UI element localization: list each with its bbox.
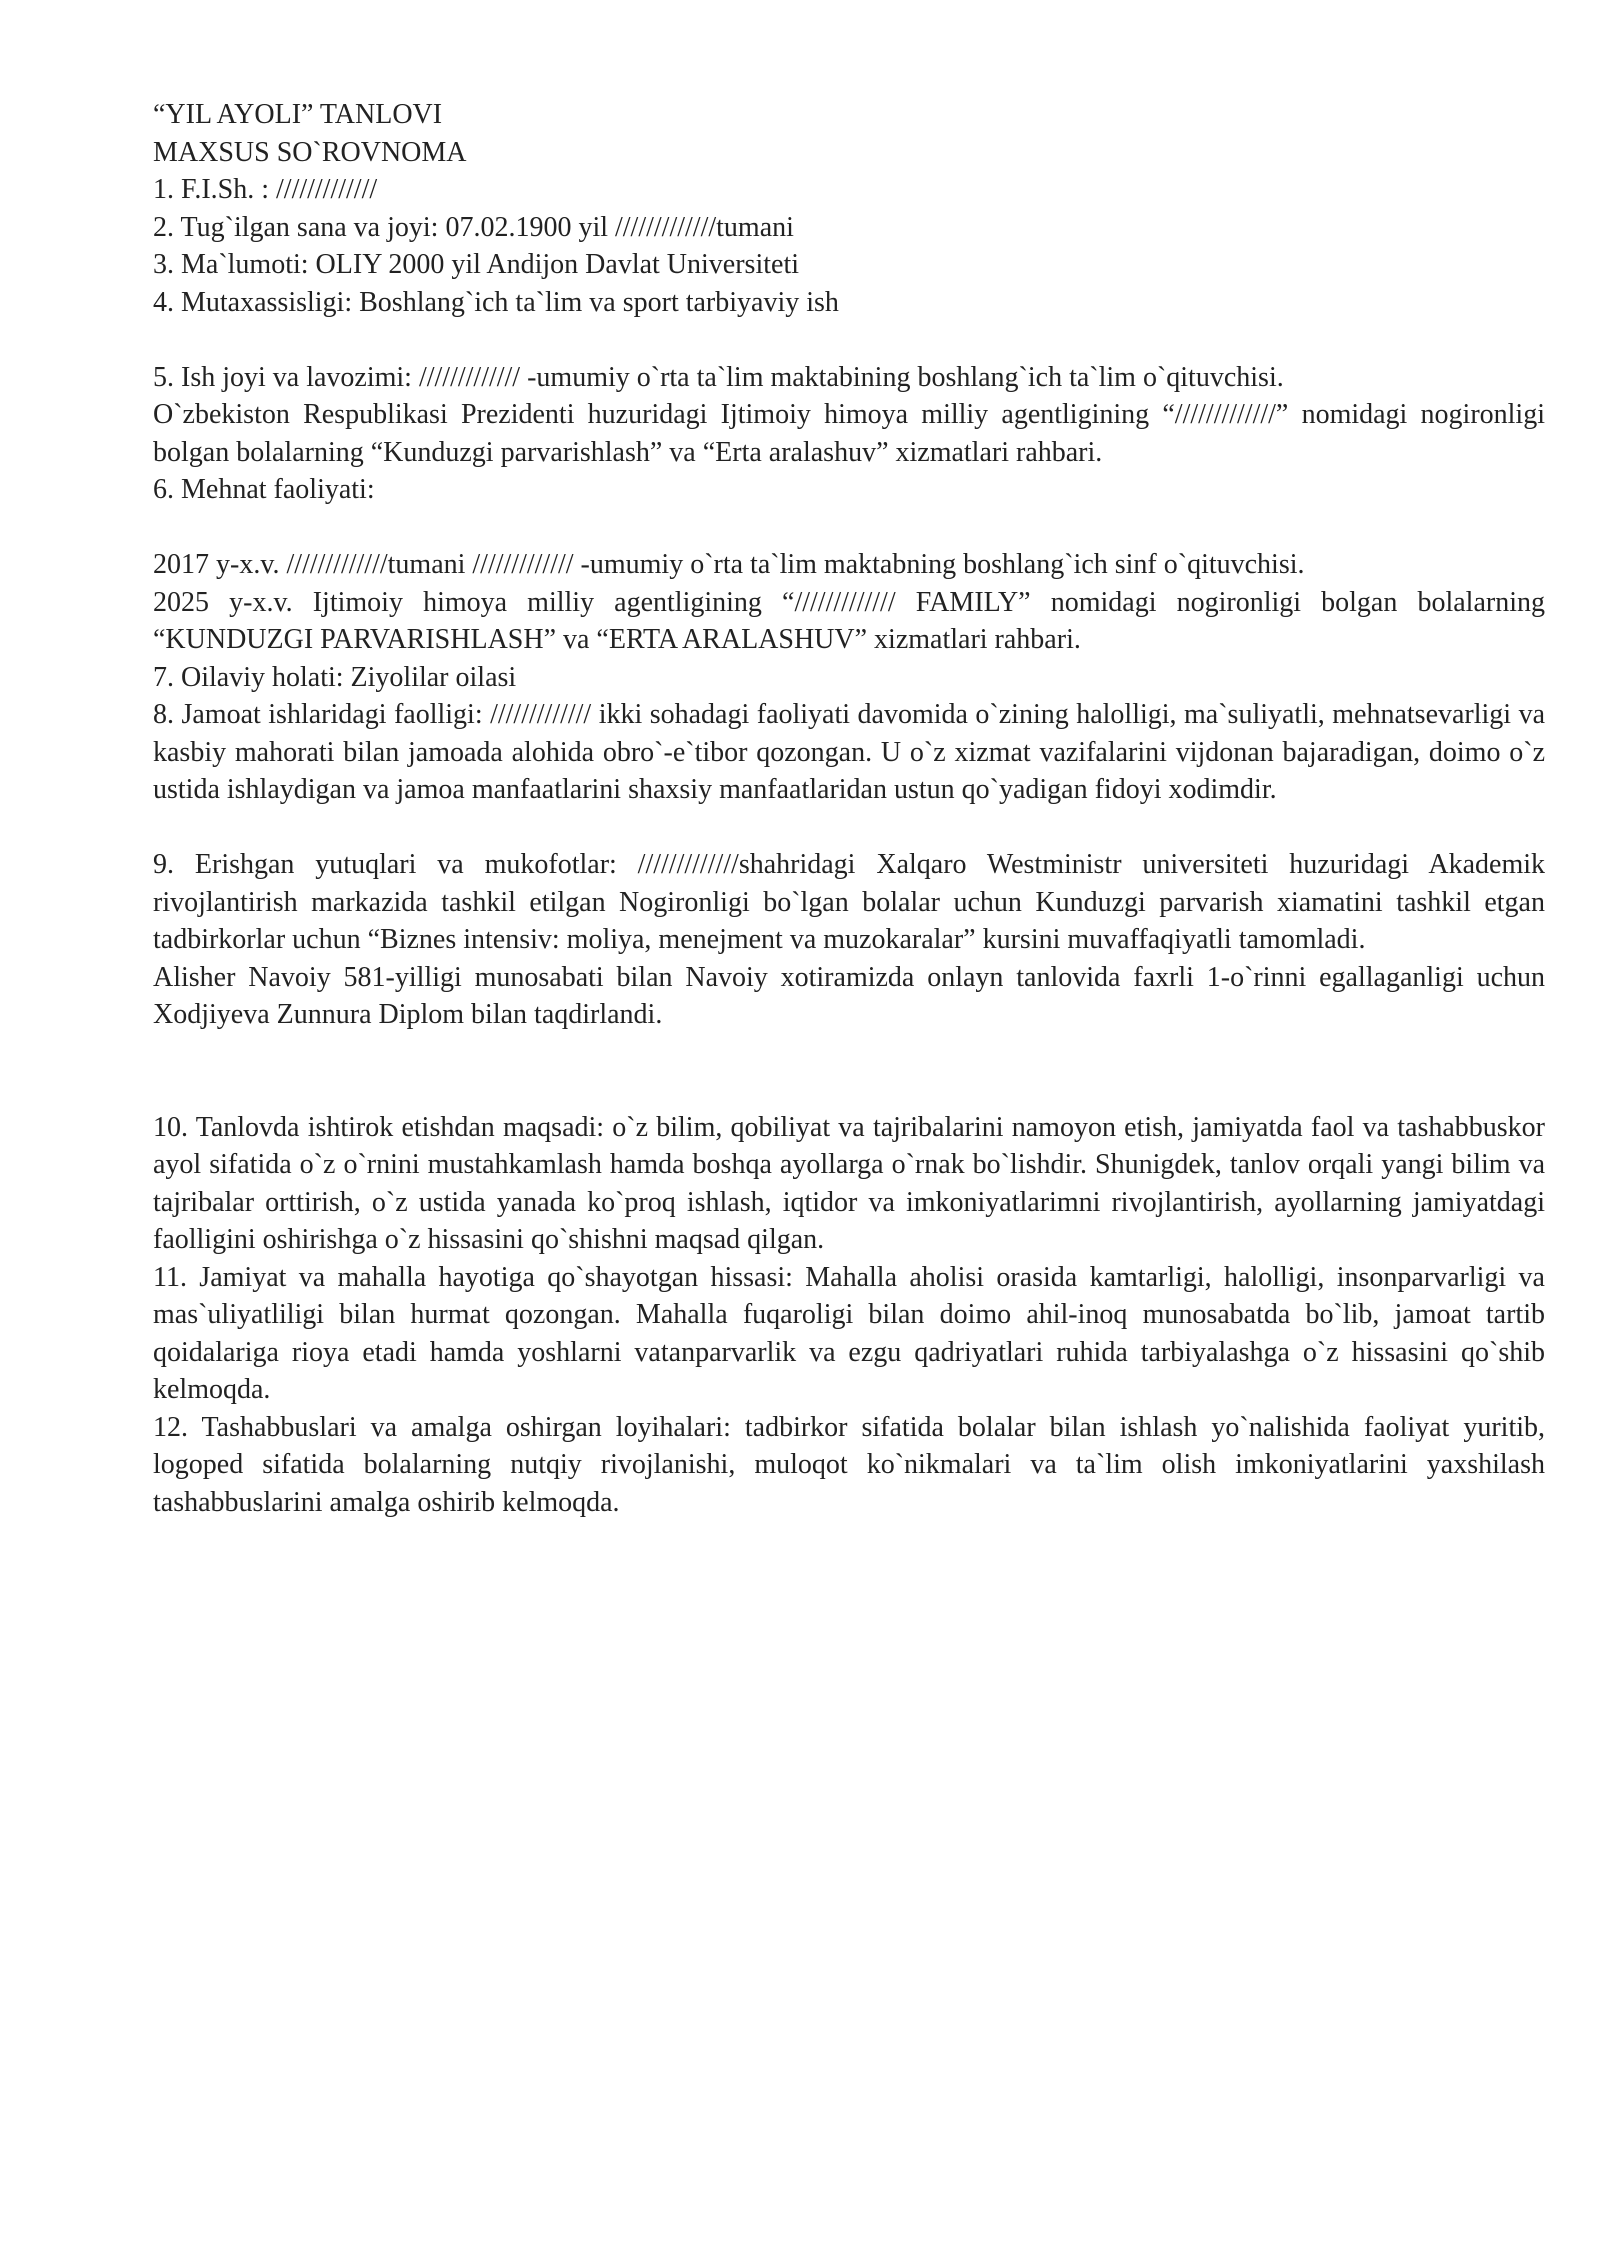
achievements-paragraph-2: Alisher Navoiy 581-yilligi munosabati bilan Navoiy xotiramizda onlayn tanlovida faxrli 1-o`rinni egallaganligi uchun Xodjiyeva Zunnura Diplom bilan taqdirlandi. bbox=[153, 961, 1545, 1030]
item-work-history-heading: 6. Mehnat faoliyati: bbox=[153, 474, 375, 505]
work-history-entry-2025: 2025 y-x.v. Ijtimoiy himoya milliy agentligining “///////////// FAMILY” nomidagi nogironligi bolgan bolalarning “KUNDUZGI PARVARISHLASH” va “ERTA ARALASHUV” xizmatlari rahbari. bbox=[153, 586, 1545, 655]
item-workplace bbox=[153, 359, 1545, 472]
document-page bbox=[153, 96, 1545, 1521]
item-work-history bbox=[153, 546, 1545, 659]
item-community-contribution: 11. Jamiyat va mahalla hayotiga qo`shayotgan hissasi: Mahalla aholisi orasida kamtarligi, halolligi, insonparvarligi va mas`uliyatliligi bilan hurmat qozongan. Mahalla fuqaroligi bilan doimo ahil-inoq munosabatda bo`lib, jamoat tartib qoidalariga rioya etadi hamda yoshlarni vatanparvarlik va ezgu qadriyatlari ruhida tarbiyalashga o`z hissasini qo`shib kelmoqda. bbox=[153, 1261, 1545, 1405]
item-achievements bbox=[153, 846, 1545, 1034]
item-marital-status: 7. Oilaviy holati: Ziyolilar oilasi bbox=[153, 661, 517, 693]
item-birth-date-place: 2. Tug`ilgan sana va joyi: 07.02.1900 yil /////////////tumani bbox=[153, 211, 794, 243]
item-workplace-line2: O`zbekiston Respublikasi Prezidenti huzuridagi Ijtimoiy himoya milliy agentligining “/////////////” nomidagi nogironligi bolgan bolalarning “Kunduzgi parvarishlash” va “Erta aralashuv” xizmatlari rahbari. bbox=[153, 399, 1545, 468]
item-specialty: 4. Mutaxassisligi: Boshlang`ich ta`lim va sport tarbiyaviy ish bbox=[153, 286, 839, 318]
item-public-activity: 8. Jamoat ishlaridagi faolligi: ///////////// ikki sohadagi faoliyati davomida o`zining halolligi, ma`suliyatli, mehnatsevarligi va kasbiy mahorati bilan jamoada alohida obro`-e`tibor qozongan. U o`z xizmat vazifalarini vijdonan bajaradigan, doimo o`z ustida ishlaydigan va jamoa manfaatlarini shaxsiy manfaatlaridan ustun qo`yadigan fidoyi xodimdir. bbox=[153, 699, 1545, 805]
document-subtitle: MAXSUS SO`ROVNOMA bbox=[153, 136, 467, 168]
item-education: 3. Ma`lumoti: OLIY 2000 yil Andijon Davlat Universiteti bbox=[153, 249, 799, 280]
item-initiatives-projects: 12. Tashabbuslari va amalga oshirgan loyihalari: tadbirkor sifatida bolalar bilan ishlash yo`nalishida faoliyat yuritib, logoped sifatida bolalarning nutqiy rivojlanishi, muloqot ko`nikmalari va ta`lim olish imkoniyatlarini yaxshilash tashabbuslarini amalga oshirib kelmoqda. bbox=[153, 1411, 1545, 1518]
item-participation-goal: 10. Tanlovda ishtirok etishdan maqsadi: o`z bilim, qobiliyat va tajribalarini namoyon etish, jamiyatda faol va tashabbuskor ayol sifatida o`z o`rnini mustahkamlash hamda boshqa ayollarga o`rnak bo`lishdir. Shunigdek, tanlov orqali yangi bilim va tajribalar orttirish, o`z ustida yanada ko`proq ishlash, iqtidor va imkoniyatlarimni rivojlantirish, ayollarning jamiyatdagi faolligini oshirishga o`z hissasini qo`shishni maqsad qilgan. bbox=[153, 1111, 1545, 1255]
achievements-paragraph-1: 9. Erishgan yutuqlari va mukofotlar: /////////////shahridagi Xalqaro Westministr universiteti huzuridagi Akademik rivojlantirish markazida tashkil etilgan Nogironligi bo`lgan bolalar uchun Kunduzgi parvarish xiamatini tashkil etgan tadbirkorlar uchun “Biznes intensiv: moliya, menejment va muzokaralar” kursini muvaffaqiyatli tamomladi. bbox=[153, 849, 1545, 955]
item-workplace-line1: 5. Ish joyi va lavozimi: ///////////// -umumiy o`rta ta`lim maktabining boshlang`ich ta`lim o`qituvchisi. bbox=[153, 361, 1284, 393]
item-full-name: 1. F.I.Sh. : ///////////// bbox=[153, 174, 378, 205]
work-history-entry-2017: 2017 y-x.v. /////////////tumani ///////////// -umumiy o`rta ta`lim maktabning boshlang`ich sinf o`qituvchisi. bbox=[153, 549, 1305, 580]
document-title: “YIL AYOLI” TANLOVI bbox=[153, 99, 443, 130]
